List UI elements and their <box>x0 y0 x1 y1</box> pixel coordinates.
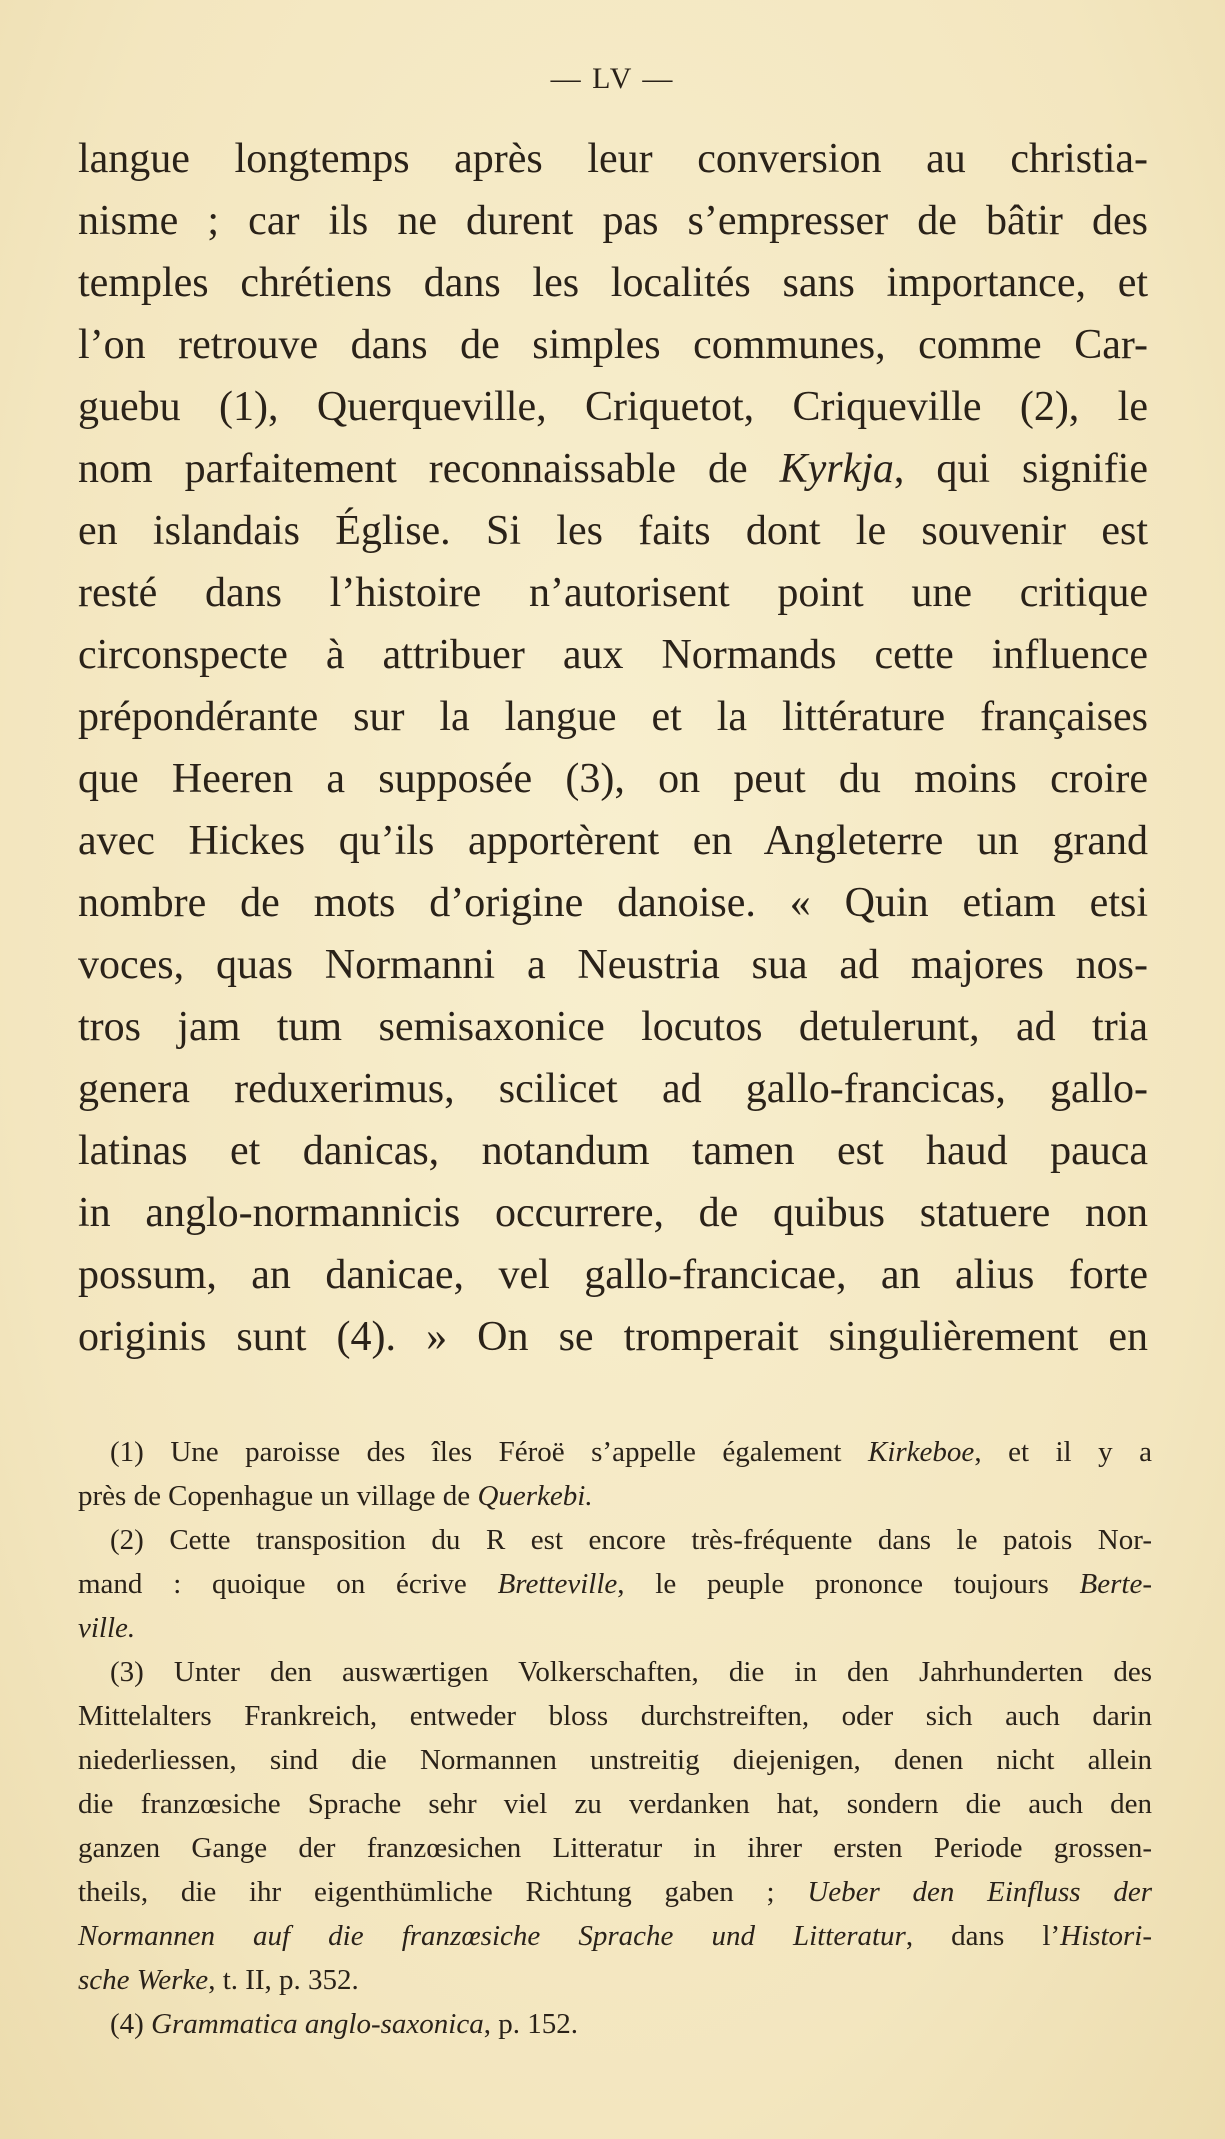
text-segment: nombre de mots d’origine danoise. « Quin etiam etsi <box>78 880 1148 926</box>
footnote-line <box>78 1562 1152 1606</box>
text-line <box>78 1120 1148 1182</box>
text-segment: (2) Cette transposition du R est encore très-fréquente dans le patois Nor- <box>110 1524 1152 1556</box>
text-line <box>78 996 1148 1058</box>
footnote-line <box>78 2002 1152 2046</box>
text-segment: que Heeren a supposée (3), on peut du moins croire <box>78 756 1148 802</box>
text-line <box>78 500 1148 562</box>
text-line <box>78 376 1148 438</box>
text-segment: temples chrétiens dans les localités sans importance, et <box>78 260 1148 306</box>
text-segment: (1) Une paroisse des îles Féroë s’appelle également <box>110 1436 868 1468</box>
text-segment: , dans l’ <box>905 1920 1061 1952</box>
text-line <box>78 624 1148 686</box>
text-segment: langue longtemps après leur conversion au christia- <box>78 136 1148 182</box>
text-segment: , t. II, p. 352. <box>208 1964 359 1996</box>
text-segment: resté dans l’histoire n’autorisent point une critique <box>78 570 1148 616</box>
text-segment: tros jam tum semisaxonice locutos detulerunt, ad tria <box>78 1004 1148 1050</box>
page-number-header: — LV — <box>550 62 675 95</box>
footnote-line <box>78 1474 1152 1518</box>
italic-text: ville. <box>78 1612 136 1644</box>
text-segment: in anglo-normannicis occurrere, de quibus statuere non <box>78 1190 1148 1236</box>
text-line <box>78 872 1148 934</box>
text-line <box>78 810 1148 872</box>
italic-text: Normannen auf die franzœsiche Sprache und Litteratur <box>78 1920 906 1952</box>
text-segment: genera reduxerimus, scilicet ad gallo-francicas, gallo- <box>78 1066 1148 1112</box>
text-segment: mand : quoique on écrive <box>78 1568 498 1600</box>
italic-text: Querkebi. <box>477 1480 593 1512</box>
text-segment: voces, quas Normanni a Neustria sua ad majores nos- <box>78 942 1148 988</box>
footnote-line <box>78 1826 1152 1870</box>
footnote-line <box>78 1870 1152 1914</box>
text-segment: en islandais Église. Si les faits dont le souvenir est <box>78 508 1148 554</box>
text-segment: nom parfaitement reconnaissable de <box>78 446 780 492</box>
text-line <box>78 314 1148 376</box>
text-segment: , p. 152. <box>483 2008 578 2040</box>
text-segment: , le peuple prononce toujours <box>617 1568 1080 1600</box>
text-line <box>78 190 1148 252</box>
text-segment: près de Copenhague un village de <box>78 1480 478 1512</box>
italic-text: Kirkeboe <box>868 1436 975 1468</box>
text-segment: theils, die ihr eigenthümliche Richtung gaben ; <box>78 1876 808 1908</box>
footnote-line <box>78 1958 1152 2002</box>
footnote-line <box>78 1694 1152 1738</box>
text-segment: , qui signifie <box>893 446 1148 492</box>
text-segment: niederliessen, sind die Normannen unstreitig diejenigen, denen nicht allein <box>78 1744 1152 1776</box>
text-line <box>78 1244 1148 1306</box>
text-segment: latinas et danicas, notandum tamen est haud pauca <box>78 1128 1148 1174</box>
text-segment: circonspecte à attribuer aux Normands cette influence <box>78 632 1148 678</box>
text-line <box>78 128 1148 190</box>
main-text-body <box>78 128 1148 1368</box>
text-segment: avec Hickes qu’ils apportèrent en Angleterre un grand <box>78 818 1148 864</box>
italic-text: Bretteville <box>497 1568 618 1600</box>
italic-text: sche Werke <box>78 1964 209 1996</box>
italic-text: Grammatica anglo-saxonica <box>151 2008 484 2040</box>
text-segment: guebu (1), Querqueville, Criquetot, Criqueville (2), le <box>78 384 1148 430</box>
text-segment: possum, an danicae, vel gallo-francicae, an alius forte <box>78 1252 1148 1298</box>
footnote-line <box>78 1606 1152 1650</box>
text-segment: nisme ; car ils ne durent pas s’empresser de bâtir des <box>78 198 1148 244</box>
text-segment: (3) Unter den auswærtigen Volkerschaften, die in den Jahrhunderten des <box>110 1656 1152 1688</box>
text-line <box>78 686 1148 748</box>
footnote-line <box>78 1430 1152 1474</box>
italic-text: Berte- <box>1079 1568 1153 1600</box>
footnote-line <box>78 1914 1152 1958</box>
footnote-line <box>78 1738 1152 1782</box>
text-line <box>78 252 1148 314</box>
text-segment: die franzœsiche Sprache sehr viel zu verdanken hat, sondern die auch den <box>78 1788 1152 1820</box>
text-segment: ganzen Gange der franzœsichen Litteratur in ihrer ersten Periode grossen- <box>78 1832 1152 1864</box>
text-line <box>78 934 1148 996</box>
text-segment: (4) <box>110 2008 152 2040</box>
text-segment: originis sunt (4). » On se tromperait singulièrement en <box>78 1314 1148 1360</box>
text-segment: , et il y a <box>974 1436 1152 1468</box>
text-line <box>78 748 1148 810</box>
text-line <box>78 438 1148 500</box>
italic-text: Ueber den Einfluss der <box>807 1876 1152 1908</box>
text-segment: l’on retrouve dans de simples communes, comme Car- <box>78 322 1148 368</box>
footnote-line <box>78 1650 1152 1694</box>
text-line <box>78 1058 1148 1120</box>
footnote-line <box>78 1782 1152 1826</box>
footnotes <box>78 1430 1152 2046</box>
text-segment: Mittelalters Frankreich, entweder bloss durchstreiften, oder sich auch darin <box>78 1700 1152 1732</box>
italic-text: Kyrkja <box>779 446 894 492</box>
text-line <box>78 1306 1148 1368</box>
italic-text: Histori- <box>1060 1920 1152 1952</box>
text-segment: prépondérante sur la langue et la littérature françaises <box>78 694 1148 740</box>
text-line <box>78 562 1148 624</box>
footnote-line <box>78 1518 1152 1562</box>
text-line <box>78 1182 1148 1244</box>
